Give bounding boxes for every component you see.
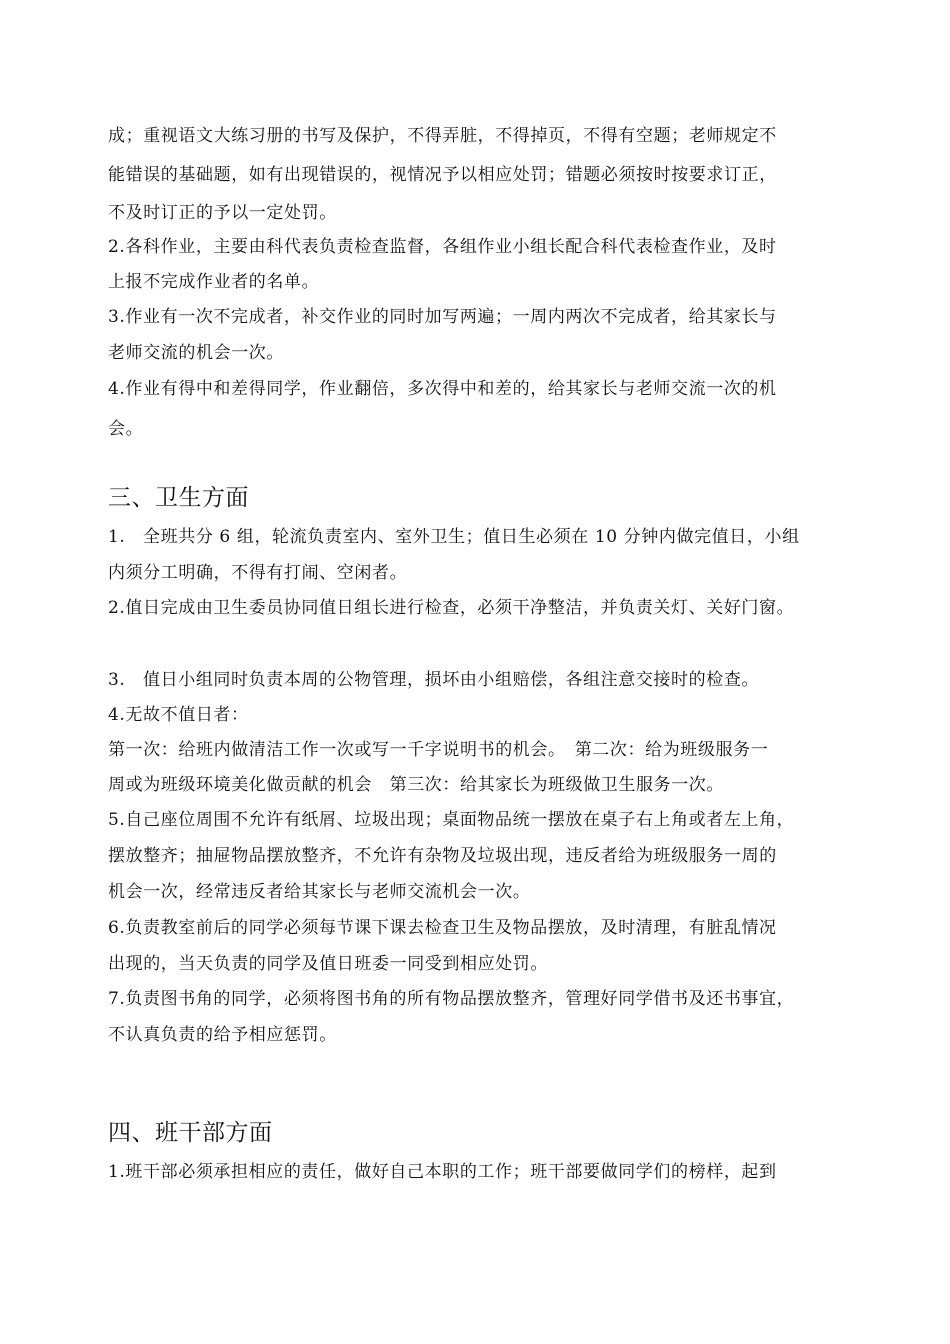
paragraph-line: 成；重视语文大练习册的书写及保护，不得弄脏，不得掉页，不得有空题；老师规定不 — [108, 126, 777, 146]
section-heading-class-cadres: 四、班干部方面 — [108, 1120, 273, 1146]
paragraph-line: 4.无故不值日者： — [108, 705, 249, 725]
paragraph-line: 7.负责图书角的同学，必须将图书角的所有物品摆放整齐，管理好同学借书及还书事宜， — [108, 989, 795, 1009]
section-heading-hygiene: 三、卫生方面 — [108, 485, 249, 511]
paragraph-line: 机会一次，经常违反者给其家长与老师交流机会一次。 — [108, 882, 531, 902]
paragraph-line: 4.作业有得中和差得同学，作业翻倍，多次得中和差的，给其家长与老师交流一次的机 — [108, 379, 777, 399]
paragraph-line: 不及时订正的予以一定处罚。 — [108, 203, 337, 223]
paragraph-line: 3.作业有一次不完成者，补交作业的同时加写两遍；一周内两次不完成者，给其家长与 — [108, 307, 777, 327]
paragraph-line: 周或为班级环境美化做贡献的机会 第三次：给其家长为班级做卫生服务一次。 — [108, 775, 724, 795]
paragraph-line: 摆放整齐；抽屉物品摆放整齐，不允许有杂物及垃圾出现，违反者给为班级服务一周的 — [108, 846, 777, 866]
paragraph-line: 不认真负责的给予相应惩罚。 — [108, 1025, 337, 1045]
paragraph-line: 第一次：给班内做清洁工作一次或写一千字说明书的机会。 第二次：给为班级服务一 — [108, 740, 769, 760]
paragraph-line: 1. 全班共分 6 组，轮流负责室内、室外卫生；值日生必须在 10 分钟内做完值日，小组 — [108, 527, 800, 547]
paragraph-line: 出现的，当天负责的同学及值日班委一同受到相应处罚。 — [108, 954, 548, 974]
paragraph-line: 2.各科作业，主要由科代表负责检查监督，各组作业小组长配合科代表检查作业，及时 — [108, 237, 777, 257]
paragraph-line: 1.班干部必须承担相应的责任，做好自己本职的工作；班干部要做同学们的榜样，起到 — [108, 1162, 777, 1182]
paragraph-line: 老师交流的机会一次。 — [108, 343, 284, 363]
paragraph-line: 6.负责教室前后的同学必须每节课下课去检查卫生及物品摆放，及时清理，有脏乱情况 — [108, 918, 777, 938]
paragraph-line: 内须分工明确，不得有打闹、空闲者。 — [108, 563, 408, 583]
paragraph-line: 5.自己座位周围不允许有纸屑、垃圾出现；桌面物品统一摆放在桌子右上角或者左上角， — [108, 810, 795, 830]
paragraph-line: 3. 值日小组同时负责本周的公物管理，损坏由小组赔偿，各组注意交接时的检查。 — [108, 670, 760, 690]
paragraph-line: 2.值日完成由卫生委员协同值日组长进行检查，必须干净整洁，并负责关灯、关好门窗。 — [108, 598, 795, 618]
paragraph-line: 上报不完成作业者的名单。 — [108, 272, 320, 292]
paragraph-line: 会。 — [108, 419, 144, 439]
paragraph-line: 能错误的基础题，如有出现错误的，视情况予以相应处罚；错题必须按时按要求订正， — [108, 165, 777, 185]
